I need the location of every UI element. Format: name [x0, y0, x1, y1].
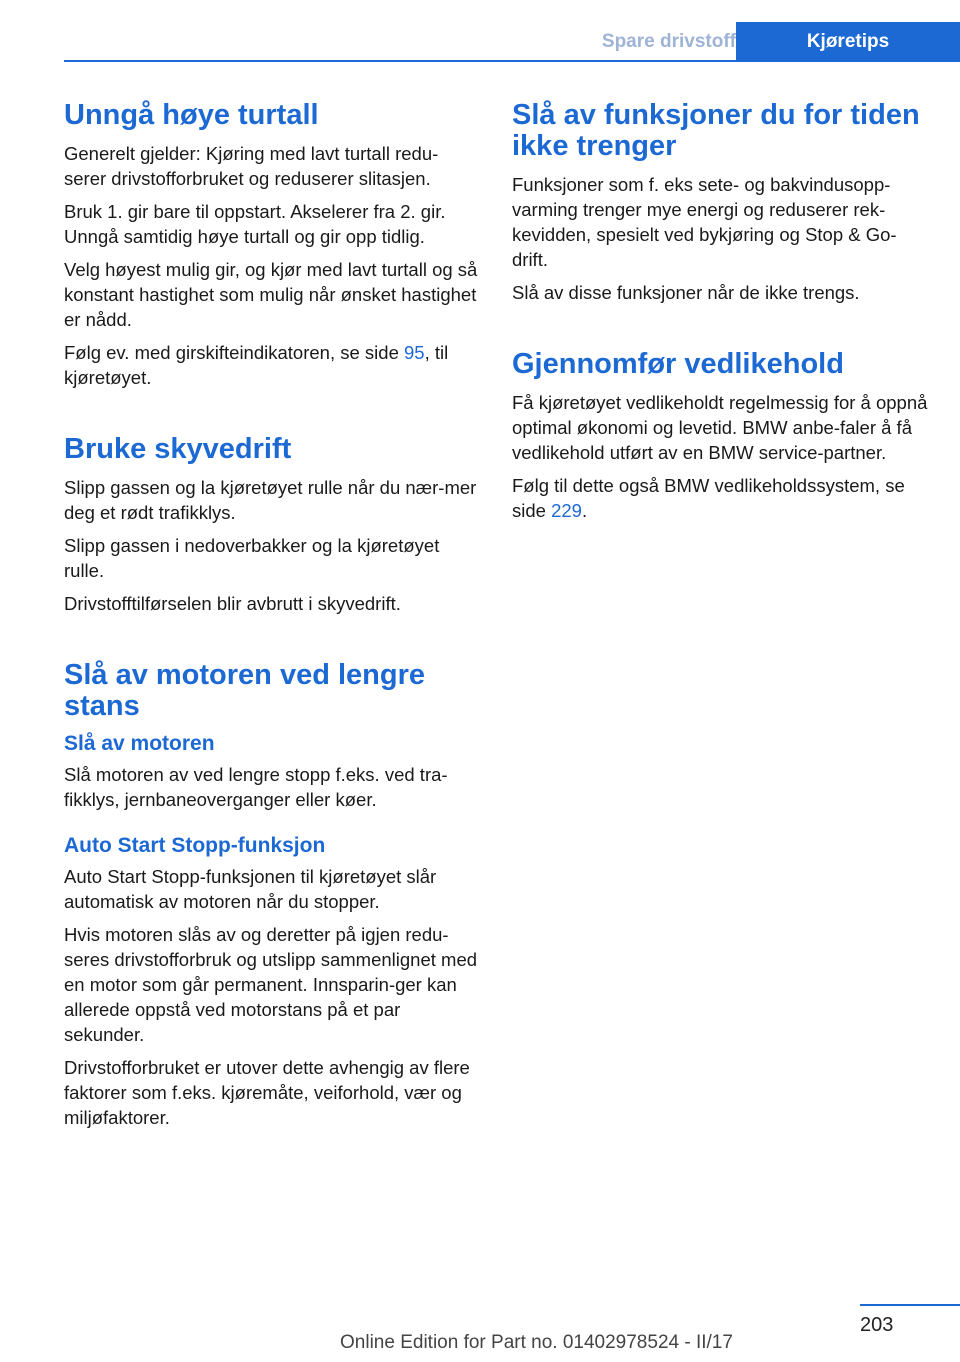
page-header [64, 22, 960, 62]
heading-switch-off-functions: Slå av funksjoner du for tiden ikke trenger [512, 99, 920, 162]
header-rule [64, 60, 960, 62]
paragraph: Slipp gassen i nedoverbakker og la kjøretøyet rulle. [64, 535, 440, 581]
left-column [64, 100, 478, 1138]
heading-avoid-high-rpm: Unngå høye turtall [64, 99, 319, 131]
paragraph: Få kjøretøyet vedlikeholdt regelmessig for å oppnå optimal økonomi og levetid. BMW anbe‐faler å få vedlikehold utført av en BMW service-partner. [512, 392, 928, 463]
paragraph-text: Følg ev. med girskifteindikatoren, se side [64, 342, 404, 363]
subheading-engine-off: Slå av motoren [64, 732, 215, 755]
paragraph: Slipp gassen og la kjøretøyet rulle når du nær‐mer deg et rødt trafikklys. [64, 477, 477, 523]
page-number: 203 [860, 1314, 894, 1336]
paragraph: Drivstofftilførselen blir avbrutt i skyvedrift. [64, 593, 401, 614]
subheading-auto-start-stop: Auto Start Stopp-funksjon [64, 834, 326, 857]
paragraph: Drivstofforbruket er utover dette avhengig av flere faktorer som f.eks. kjøremåte, veiforhold, vær og miljøfaktorer. [64, 1057, 470, 1128]
paragraph-with-link [64, 340, 478, 390]
heading-engine-off: Slå av motoren ved lengre stans [64, 659, 426, 722]
paragraph-with-link [512, 473, 928, 523]
heading-maintenance: Gjennomfør vedlikehold [512, 348, 844, 380]
chapter-tab[interactable]: Kjøretips [736, 22, 960, 62]
paragraph: Funksjoner som f. eks sete- og bakvindusopp‐varming trenger mye energi og reduserer rek‐kevidden, spesielt ved bykjøring og Stop & Go-drift. [512, 174, 897, 270]
paragraph: Generelt gjelder: Kjøring med lavt turtall redu‐serer drivstofforbruket og reduserer slitasjen. [64, 143, 439, 189]
paragraph: Auto Start Stopp-funksjonen til kjøretøyet slår automatisk av motoren når du stopper. [64, 866, 437, 912]
paragraph: Slå av disse funksjoner når de ikke trengs. [512, 282, 860, 303]
page-link-95[interactable]: 95 [404, 342, 425, 363]
paragraph: Velg høyest mulig gir, og kjør med lavt turtall og så konstant hastighet som mulig når ønsket hastighet er nådd. [64, 259, 478, 330]
paragraph: Bruk 1. gir bare til oppstart. Akselerer fra 2. gir. Unngå samtidig høye turtall og gir opp tidlig. [64, 201, 446, 247]
paragraph-text: , til kjøretøyet. [64, 342, 449, 388]
heading-coasting: Bruke skyvedrift [64, 433, 292, 465]
footer-rule [860, 1304, 960, 1306]
paragraph-text: Følg til dette også BMW vedlikeholdssystem, se side [512, 475, 905, 521]
edition-footer: Online Edition for Part no. 01402978524 - II/17 [340, 1332, 733, 1353]
page-link-229[interactable]: 229 [551, 500, 582, 521]
paragraph-text: . [581, 500, 588, 521]
right-column [512, 100, 928, 531]
paragraph: Hvis motoren slås av og deretter på igjen redu‐seres drivstofforbruk og utslipp sammenlignet med en motor som går permanent. Innsparin‐ger kan allerede oppstå ved motorstans på et par sekunder. [64, 924, 478, 1045]
paragraph: Slå motoren av ved lengre stopp f.eks. ved tra‐fikklys, jernbaneoverganger eller køer. [64, 764, 448, 810]
section-tab[interactable]: Spare drivstoff [601, 31, 736, 52]
